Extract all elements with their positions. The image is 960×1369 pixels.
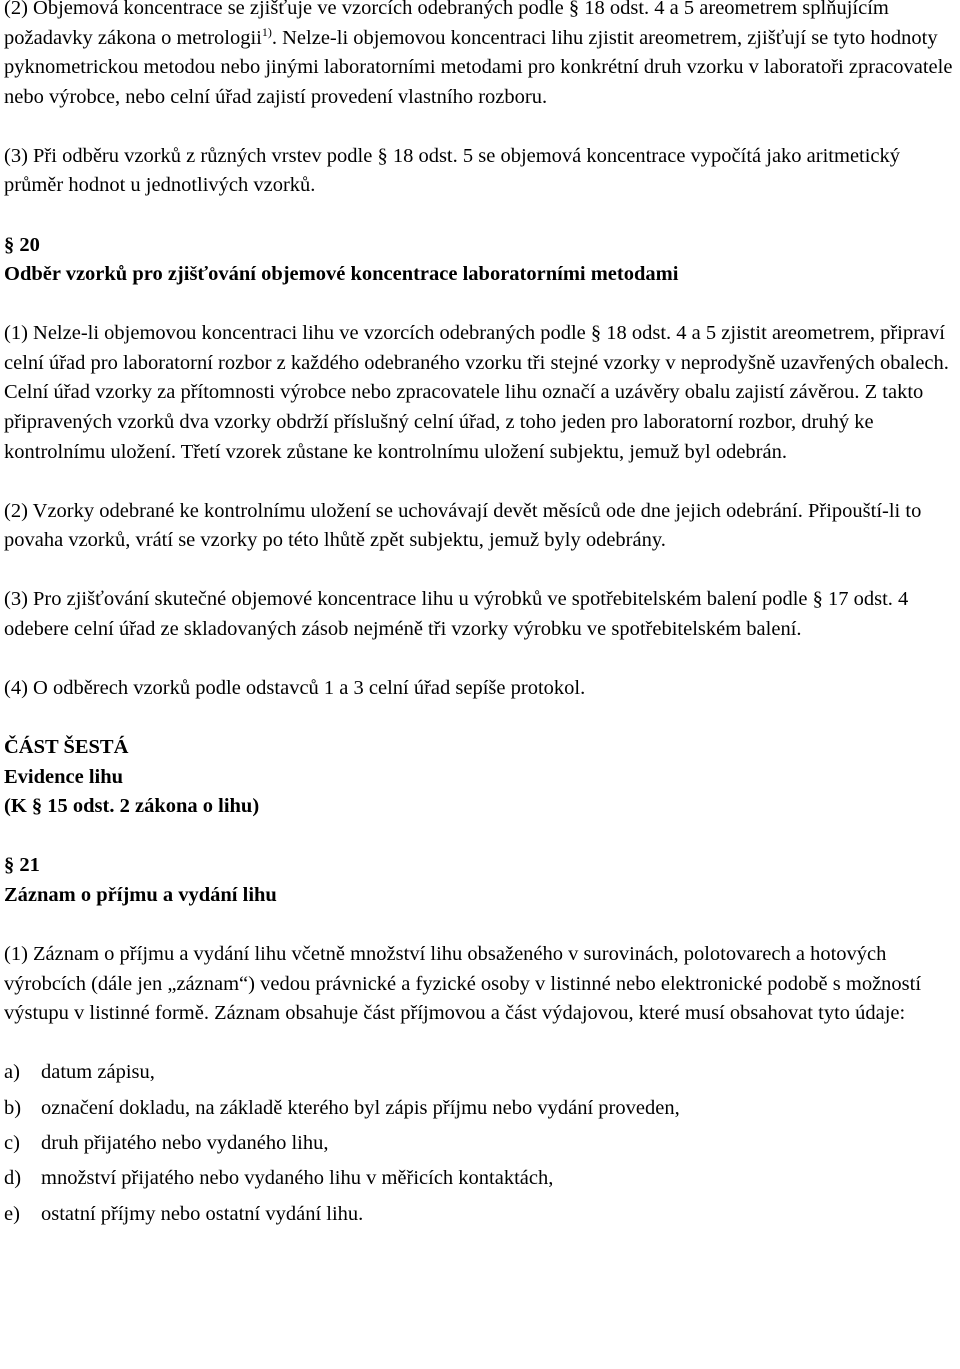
part-subtitle: Evidence lihu <box>4 765 124 788</box>
list-item <box>4 1094 956 1129</box>
section-20-paragraph-1: (1) Nelze-li objemovou koncentraci lihu ve vzorcích odebraných podle § 18 odst. 4 a 5 zjistit areometrem, připraví celní úřad pro laboratorní rozbor z každého odebraného vzorku tři stejné vzorky v neprodyšně uzavřených obalech. Celní úřad vzorky za přítomnosti výrobce nebo zpracovatele lihu označí a uzávěry obalu zajistí závěrou. Z takto připravených vzorků dva vzorky obdrží příslušný celní úřad, z toho jeden pro laboratorní rozbor, druhý ke kontrolnímu uložení. Třetí vzorek zůstane ke kontrolnímu uložení subjektu, jemuž byl odebrán. <box>4 322 949 463</box>
part-6-heading <box>4 733 956 822</box>
section-number: § 21 <box>4 854 40 877</box>
section-20-paragraph-3: (3) Pro zjišťování skutečné objemové koncentrace lihu u výrobků ve spotřebitelském balení podle § 17 odst. 4 odebere celní úřad ze skladovaných zásob nejméně tři vzorky výrobku ve spotřebitelském balení. <box>4 588 909 640</box>
list-marker: b) <box>4 1096 22 1119</box>
paragraph-text: (2) Objemová koncentrace se zjišťuje ve vzorcích odebraných podle § 18 odst. 4 a 5 areometrem splňujícím požadavky zákona o metrologii <box>4 0 889 49</box>
section-20-paragraph-2: (2) Vzorky odebrané ke kontrolnímu uložení se uchovávají devět měsíců ode dne jejich odebrání. Připouští-li to povaha vzorků, vrátí se vzorky po této lhůtě zpět subjektu, jemuž byly odebrány. <box>4 499 922 552</box>
footnote-reference[interactable]: 1) <box>261 24 272 39</box>
list-marker: d) <box>4 1167 22 1190</box>
list-item-text: ostatní příjmy nebo ostatní vydání lihu. <box>41 1202 364 1225</box>
list-item-text: množství přijatého nebo vydaného lihu v měřicích kontaktách, <box>41 1167 554 1190</box>
list-item-text: označení dokladu, na základě kterého byl zápis příjmu nebo vydání proveden, <box>41 1096 680 1119</box>
list-marker: a) <box>4 1061 20 1084</box>
list-item-text: datum zápisu, <box>41 1061 155 1084</box>
paragraph-text-continued: . Nelze-li objemovou koncentraci lihu zjistit areometrem, zjišťují se tyto hodnoty pyknometrickou metodou nebo jinými laboratorními metodami pro konkrétní druh vzorku v laboratoři zpracovatele nebo výrobce, nebo celní úřad zajistí provedení vlastního rozboru. <box>4 26 953 108</box>
section-20-heading <box>4 231 956 290</box>
section-number: § 20 <box>4 233 40 256</box>
list-item <box>4 1164 956 1199</box>
part-reference: (K § 15 odst. 2 zákona o lihu) <box>4 795 260 818</box>
list-marker: e) <box>4 1202 20 1225</box>
list-marker: c) <box>4 1132 20 1155</box>
document-page <box>4 0 956 1235</box>
section-21-heading <box>4 851 956 910</box>
paragraph-prumer-vzorku: (3) Při odběru vzorků z různých vrstev podle § 18 odst. 5 se objemová koncentrace vypočítá jako aritmetický průměr hodnot u jednotlivých vzorků. <box>4 144 901 197</box>
paragraph-objemova-koncentrace <box>4 0 956 112</box>
list-item <box>4 1058 956 1093</box>
section-title: Záznam o příjmu a vydání lihu <box>4 884 277 907</box>
section-21-paragraph-1: (1) Záznam o příjmu a vydání lihu včetně množství lihu obsaženého v surovinách, polotovarech a hotových výrobcích (dále jen „záznam“) vedou právnické a fyzické osoby v listinné nebo elektronické podobě s možností výstupu v listinné formě. Záznam obsahuje část příjmovou a část výdajovou, které musí obsahovat tyto údaje: <box>4 943 922 1025</box>
record-items-list <box>4 1058 956 1234</box>
section-title: Odběr vzorků pro zjišťování objemové koncentrace laboratorními metodami <box>4 263 679 286</box>
list-item <box>4 1200 956 1235</box>
list-item-text: druh přijatého nebo vydaného lihu, <box>41 1132 329 1155</box>
list-item <box>4 1129 956 1164</box>
part-title: ČÁST ŠESTÁ <box>4 736 129 759</box>
section-20-paragraph-4: (4) O odběrech vzorků podle odstavců 1 a 3 celní úřad sepíše protokol. <box>4 677 586 700</box>
